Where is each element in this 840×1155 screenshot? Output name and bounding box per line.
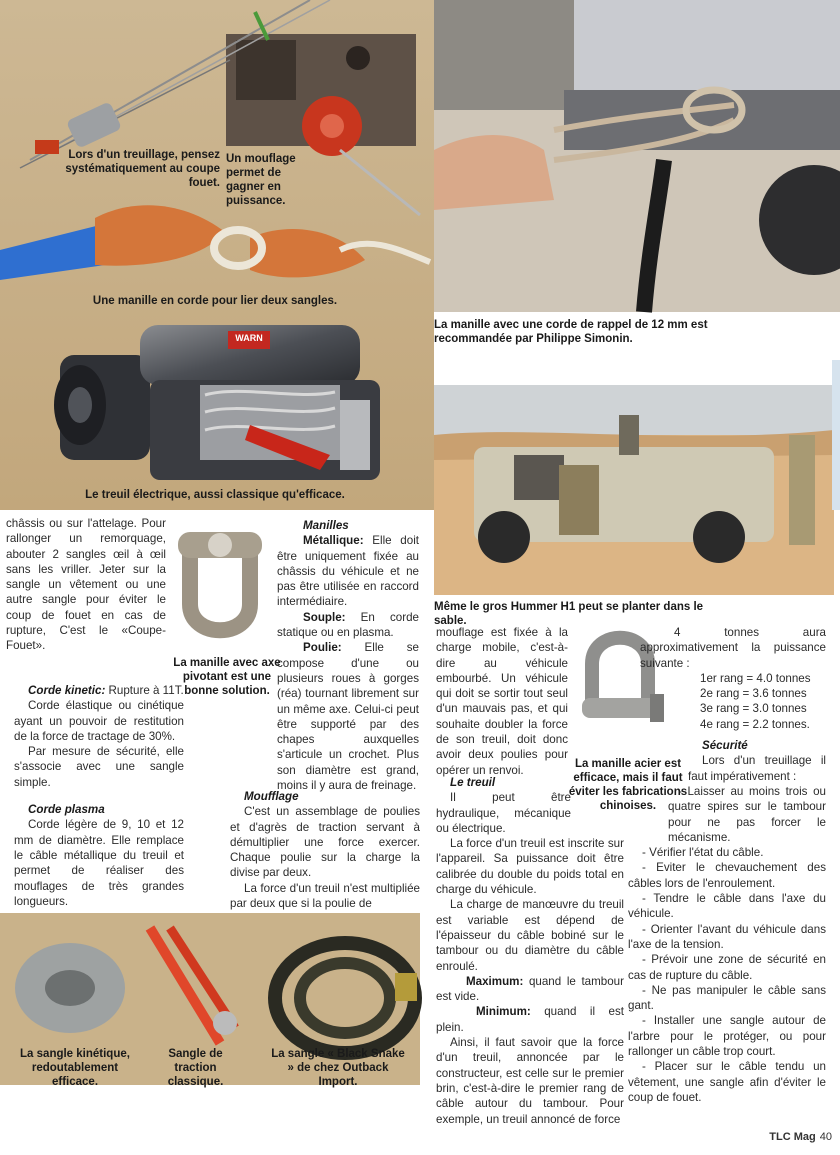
minimum-heading: Minimum: [476,1005,531,1019]
rank-1: 1er rang = 4.0 tonnes [700,671,811,685]
rope-shackle-photo [434,0,840,312]
col1-intro: châssis ou sur l'attelage. Pour rallonger un remorquage, abouter 2 sangles œil à œil sans les vriller. Jeter sur la sangle un vêtement ou une autre sangle pour éviter le coup de fouet en cas de rupture, C'est le «Coupe-Fouet». [6,517,166,653]
securite-item: - Laisser au moins trois ou quatre spires sur le tambour pour ne pas forcer le mécanisme. [668,784,826,844]
maximum-text: quand le tambour est vide. [436,974,624,1004]
kinetic-p2: Par mesure de sécurité, elle s'associe avec une sangle simple. [14,745,184,789]
securite-item: - Eviter le chevauchement des câbles lors de l'enroulement. [628,861,826,890]
hummer-in-sand-photo [434,385,834,595]
column-3-lower [436,775,624,1127]
metallique-heading: Métallique: [303,534,364,548]
manilles-heading: Manilles [303,519,349,532]
caption-hummer: Même le gros Hummer H1 peut se planter dans le sable. [434,601,704,627]
securite-item: - Placer sur le câble tendu un vêtement, une sangle afin d'éviter le coup de fouet. [628,1060,826,1104]
caption-treuil: Le treuil électrique, aussi classique qu'efficace. [85,489,345,501]
securite-p: Lors d'un treuillage il faut impérativement : [688,754,826,783]
securite-list [628,784,826,1105]
mouflage-heading: Moufflage [244,790,299,803]
caption-mouflage: Un mouflage permet de gagner en puissance. [226,153,296,207]
magazine-name: TLC Mag [769,1131,816,1143]
securite-item: - Installer une sangle autour de l'arbre pour le protéger, ou pour rallonger un câble trop court. [628,1014,826,1059]
poulie-text: Elle se compose d'une ou plusieurs roues à gorges (réa) tournant librement sur un même axe. Celui-ci peut être supporté par des chapes auxquelles s'articule un crochet. Plus son diamètre est grand, moins il y aura de freinage. [277,641,419,793]
col3-p1: mouflage est fixée à la charge mobile, c'est-à-dire au véhicule embourbé. Un véhicule qui doit se sortir tout seul d'un mauvais pas, et qui souhaite doubler la force de son treuil, doit donc avoir deux poulies pour opérer un renvoi. [436,626,568,777]
bottom-left-photo-panel [0,913,420,1088]
pivot-shackle-photo [172,514,268,654]
minimum-text: quand il est plein. [436,1005,624,1034]
rigging-photo [0,0,434,510]
top-right-photo [434,0,840,345]
caption-coupe-fouet: Lors d'un treuillage, pensez systématiquement au coupe fouet. [65,149,220,189]
souple-text: En corde statique ou en plasma. [277,610,419,640]
page-footer [769,1131,832,1143]
caption-sangle-traction: Sangle de traction classique. [167,1048,224,1088]
caption-manille-corde: Une manille en corde pour lier deux sangles. [92,295,338,307]
plasma-heading: Corde plasma [28,803,105,817]
metallique-text: Elle doit être uniquement fixée au châssis du véhicule et ne pas être utilisée en raccord intermédiaire. [277,534,419,609]
caption-sangle-kinetique: La sangle kinétique, redoutablement efficace. [20,1048,130,1088]
rank-3: 3e rang = 3.0 tonnes [700,702,807,716]
rank-2: 2e rang = 3.6 tonnes [700,687,807,701]
securite-item: - Vérifier l'état du câble. [642,846,764,860]
hummer-photo [434,385,834,627]
securite-item: - Tendre le câble dans l'axe du véhicule. [628,892,826,921]
caption-manille-pivot: La manille avec axe pivotant est une bonne solution. [173,657,281,697]
caption-corde-rappel: La manille avec une corde de rappel de 12 mm est recommandée par Philippe Simonin. [434,319,708,345]
treuil-p3: La charge de manœuvre du treuil est variable est dépend de l'épaisseur du câble bobiné sur le tambour ou du diamètre du câble enroulé. [436,898,624,973]
top-left-photo-panel [0,0,434,510]
maximum-heading: Maximum: [466,974,524,988]
mouflage-p1: C'est un assemblage de poulies et d'agrès de traction servant à démultiplier une force exercer. Chaque poulie sur la charge la divise par deux. [230,805,420,880]
poulie-heading: Poulie: [303,641,342,655]
kinetic-heading: Corde kinetic: [28,684,106,697]
treuil-heading: Le treuil [450,776,496,789]
treuil-p1: Il peut être hydraulique, mécanique ou électrique. [436,791,571,835]
col4-p1: 4 tonnes aura approximativement la puissance suivante : [640,626,826,670]
souple-heading: Souple: [303,610,346,624]
treuil-p4: Ainsi, il faut savoir que la force d'un treuil, annoncée par le constructeur, est celle sur le premier brin, c'est-à-dire le premier rang de câble autour du tambour. Pour exemple, un treuil annoncé de force [436,1036,624,1126]
page-number: 40 [819,1131,832,1143]
securite-item: - Ne pas manipuler le câble sans gant. [628,983,826,1013]
rank-4: 4e rang = 2.2 tonnes. [700,717,810,731]
kinetic-lead: Rupture à 11T. [105,684,184,697]
caption-manille-acier: La manille acier est efficace, mais il faut éviter les fabrications chinoises. [568,758,688,812]
rank-list [640,671,826,732]
edge-decoration [832,360,840,510]
securite-heading: Sécurité [702,739,748,753]
securite-item: - Orienter l'avant du véhicule dans l'axe de la tension. [628,922,826,951]
column-2-lower [230,789,420,911]
kinetic-heading-line [14,683,184,698]
kinetic-p1: Corde élastique ou cinétique ayant un pouvoir de restitution de la force de tractage de 30%. [14,699,184,743]
column-3 [436,625,568,778]
caption-black-snake: La sangle « Black Snake » de chez Outback Import. [271,1048,405,1088]
securite-item: - Prévoir une zone de sécurité en cas de rupture du câble. [628,953,826,982]
plasma-p: Corde légère de 9, 10 et 12 mm de diamètre. Elle remplace le câble métallique du treuil et permet de réaliser des mouflages de très grandes longueurs. [14,818,184,908]
mouflage-p2: La force d'un treuil n'est multipliée par deux que si la poulie de [230,881,420,911]
winch-brand-label: WARN [235,333,263,343]
column-2 [277,518,419,793]
treuil-p2: La force d'un treuil est inscrite sur l'appareil. Sa puissance doit être calibrée du double du poids total en charge du véhicule. [436,837,624,897]
column-1-lower [14,683,184,909]
column-1 [6,516,166,654]
